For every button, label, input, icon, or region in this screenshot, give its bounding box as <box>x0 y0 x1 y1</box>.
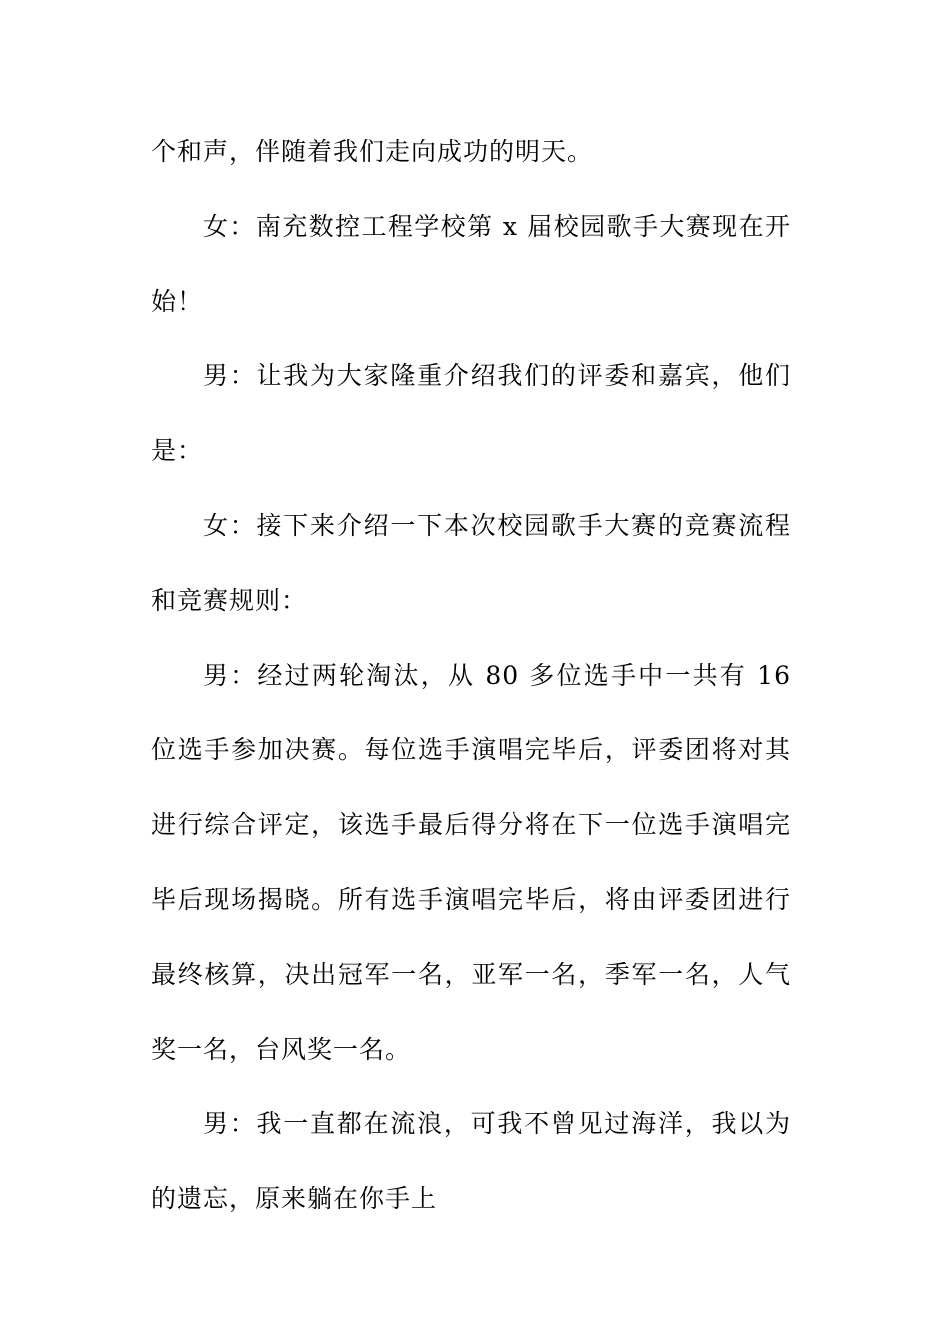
paragraph-4: 女：接下来介绍一下本次校园歌手大赛的竞赛流程和竞赛规则： <box>151 510 791 615</box>
paragraph-2: 女：南充数控工程学校第 x 届校园歌手大赛现在开始！ <box>151 211 791 316</box>
paragraph-5: 男：经过两轮淘汰，从 80 多位选手中一共有 16 位选手参加决赛。每位选手演唱完毕后，评委团将对其进行综合评定，该选手最后得分将在下一位选手演唱完毕后现场揭晓。所有选手演唱完毕后，将由评委团进行最终核算，决出冠军一名，亚军一名，季军一名，人气奖一名，台风奖一名。 <box>151 660 791 1064</box>
paragraph-3: 男：让我为大家隆重介绍我们的评委和嘉宾，他们是： <box>151 361 791 466</box>
paragraph-6: 男：我一直都在流浪，可我不曾见过海洋，我以为的遗忘，原来躺在你手上 <box>151 1109 791 1214</box>
paragraph-1: 个和声，伴随着我们走向成功的明天。 <box>151 137 594 166</box>
document-body <box>151 115 791 1237</box>
